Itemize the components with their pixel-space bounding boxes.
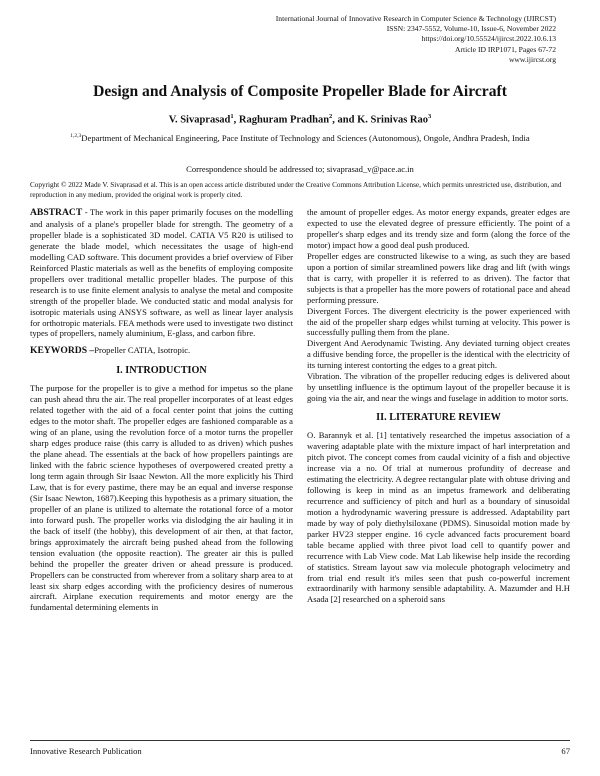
- keywords-paragraph: [30, 345, 293, 357]
- journal-doi[interactable]: https://doi.org/10.55524/ijircst.2022.10.6.13: [421, 34, 556, 44]
- author-name: V. Sivaprasad: [168, 114, 231, 126]
- correspondence-line: Correspondence should be addressed to; sivaprasad_v@pace.ac.in: [186, 164, 414, 174]
- author-separator: , and: [332, 114, 358, 126]
- abstract-paragraph: [30, 207, 293, 339]
- literature-review-paragraph: O. Barannyk et al. [1] tentatively researched the impetus association of a wavering adaptable plate with the mixture impact of harl interpretation and pitch pivot. The concept comes from caudal vicinity of a fish and objective increase via a no. Of trial at numerous profundity of decrease and estimating the electricity. A degree rectangular plate with obtuse driving and following is keep in mind as an impetus framework and deliberating recurrence and sufficiency of pitch and hurl as a boundary of sinusoidal motion a hydrodynamic wavering pressure is addressed. Adaptability part made by way of poly diethylsiloxane (PDMS). Sinusoidal motion made by parker HV23 stepper engine. 16 cycle advanced facts procurement board table became applied with three pivot load cell to quantify power and recurrence with Lab View code. Mat Lab likewise help inside the recording of statistics. Stream layout saw via molecule photograph velocimetry and from trial end result it's miles seen that push co-powerful increment extraordinarily with harmony sensible adaptability. A. Mazumder and H.H Asada [2] researched on a spheroid sans: [307, 430, 570, 605]
- footer-page-number: 67: [561, 746, 570, 756]
- body-paragraph: Propeller edges are constructed likewise to a wing, as such they are based upon a portion of similar streamlined powers like drag and lift (with wings that is carry, with propeller it is referred to as driven). The factor that subjects is that a propeller has the more powers of rotational pace and ahead performing pressure.: [307, 250, 570, 305]
- footer-divider: [30, 740, 570, 741]
- affiliation-text: Department of Mechanical Engineering, Pace Institute of Technology and Sciences (Autonomous), Ongole, Andhra Pradesh, India: [81, 132, 530, 143]
- literature-review-heading: II. LITERATURE REVIEW: [376, 412, 501, 424]
- footer-publisher: Innovative Research Publication: [30, 746, 142, 756]
- journal-header: [136, 14, 556, 65]
- journal-website[interactable]: www.ijircst.org: [508, 54, 556, 64]
- abstract-text: - The work in this paper primarily focuses on the modelling and analysis of a plane's propeller blade for strength. The geometry of a propeller blade is a sophisticated 3D model. CATIA V5 R20 is utilised to generate the blade model, which necessitates the usage of high-end modelling CAD software. This document provides a brief overview of Fiber Reinforced Plastic materials as well as the benefits of employing composite propellers over traditional metallic propeller blades. The purpose of this research is to use finite element analysis to analyse the metal and composite strength of the propeller blade. We conducted static and modal analysis for isotropic materials using ANSYS software, as well as linear layer analysis for orthotropic materials. FEA methods were used to investigate two distinct types of propellers, namely aluminium, E-glass, and carbon fibre.: [30, 207, 293, 339]
- copyright-notice: Copyright © 2022 Made V. Sivaprasad et al. This is an open access article distributed under the Creative Commons Attribution License, which permits unrestricted use, distribution, and reproduction in any medium, provided the original work is properly cited.: [30, 181, 562, 200]
- body-paragraph: the amount of propeller edges. As motor energy expands, greater edges are expected to use the elevated degree of pressure efficiently. The point of a propeller's sharp edges and its trendy size and form (along the force of the motor) impact how a good deal push produced.: [307, 207, 570, 250]
- journal-issn: ISSN: 2347-5552, Volume-10, Issue-6, November 2022: [386, 24, 556, 34]
- right-column: [307, 207, 570, 605]
- introduction-paragraph: The purpose for the propeller is to give a method for impetus so the plane can push ahead thru the air. The real propeller incorporates of at least edges related together with the aid of a focal center point that joins the cutting edges to the motor shaft. The propeller edges are fashioned comparable as a wing of an plane, using the revolution force of a motor turns the propeller sharp edges produce raise (this carry is alluded to as driven) which pushes the plane ahead. The essentials at the back of how propellers paintings are linked with the fabric science hypotheses of overpowered created pretty a long term again through Sir Isaac Newton. All the more explicitly his Third Law, that is for every pastime, there may be an equal and inverse response (Sir Isaac Newton, 1687).Keeping this hypothesis as a primary situation, the propeller of an plane is utilized to alternate the rotational force of a motor into forward push. The propeller works via dislodging the air hauling it in the back of itself (the hobby), this development of air then, at that factor, brings approximately the aircraft being pushed ahead from the following tension evaluation (the opposite reaction). The greater air this is pulled behind the propeller the greater driven or ahead pressure is produced. Propellers can be constructed from wherever from a solitary sharp area to at least six sharp edges according with the proficiency desires of numerous aircraft. Airplane execution requirements and motor energy are the fundamental determining elements in: [30, 383, 293, 613]
- article-id: Article ID IRP1071, Pages 67-72: [454, 44, 556, 54]
- body-paragraph: Vibration. The vibration of the propeller reducing edges is delivered about by unsettling influence is the optimum layout of the propeller because it is going via the air, and near the wings and fuselage in addition to motor sorts.: [307, 371, 570, 404]
- affiliation: [40, 131, 560, 145]
- author-name: K. Srinivas Rao: [357, 114, 428, 126]
- author-superscript: 2: [329, 113, 333, 120]
- affiliation-superscript: 1,2,3: [70, 133, 82, 139]
- author-superscript: 1: [230, 113, 234, 120]
- journal-name: International Journal of Innovative Research in Computer Science & Technology (IJIRCST): [275, 14, 556, 23]
- author-separator: ,: [233, 114, 239, 126]
- keywords-label: KEYWORDS –: [30, 345, 95, 357]
- body-paragraph: Divergent And Aerodynamic Twisting. Any deviated turning object creates a diffusive bending force, the propeller is the identical with the electricity of its turning interest contorting the edges to a great pitch.: [307, 338, 570, 371]
- paper-title: Design and Analysis of Composite Propeller Blade for Aircraft: [93, 83, 507, 100]
- introduction-heading: I. INTRODUCTION: [116, 365, 207, 377]
- body-paragraph: Divergent Forces. The divergent electricity is the power experienced with the aid of the propeller sharp edges whilst turning at velocity. This power is successfully pulling them from the plane.: [307, 305, 570, 338]
- keywords-text: Propeller CATIA, Isotropic.: [94, 345, 191, 356]
- left-column: [30, 207, 293, 613]
- author-list: [0, 113, 600, 126]
- author-name: Raghuram Pradhan: [238, 114, 330, 126]
- author-superscript: 3: [428, 113, 432, 120]
- abstract-label: ABSTRACT: [30, 207, 83, 218]
